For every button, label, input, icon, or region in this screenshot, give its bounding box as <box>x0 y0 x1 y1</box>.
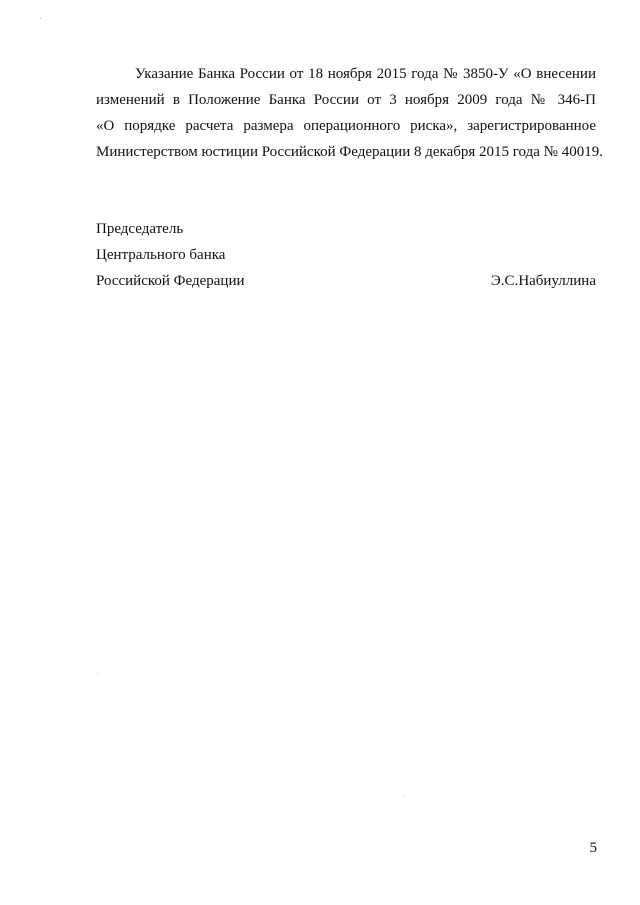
signatory-title-line: Российской Федерации <box>96 273 245 289</box>
signatory-name: Э.С.Набиуллина <box>490 273 596 289</box>
signatory-title-line: Центрального банка <box>96 247 226 263</box>
paragraph-line: изменений в Положение Банка России от 3 ноября 2009 года № 346-П <box>96 92 596 108</box>
paragraph-line: Министерством юстиции Российской Федерации 8 декабря 2015 года № 40019. <box>96 144 603 160</box>
paragraph-line: «О порядке расчета размера операционного риска», зарегистрированное <box>96 118 596 134</box>
page-number: 5 <box>589 840 597 856</box>
signatory-title-line: Председатель <box>96 221 184 237</box>
scan-artifact <box>97 673 98 674</box>
document-paragraph <box>96 61 603 165</box>
paragraph-line: Указание Банка России от 18 ноября 2015 года № 3850-У «О внесении <box>135 66 596 82</box>
scan-artifact <box>40 18 41 19</box>
scan-artifact <box>403 795 404 796</box>
